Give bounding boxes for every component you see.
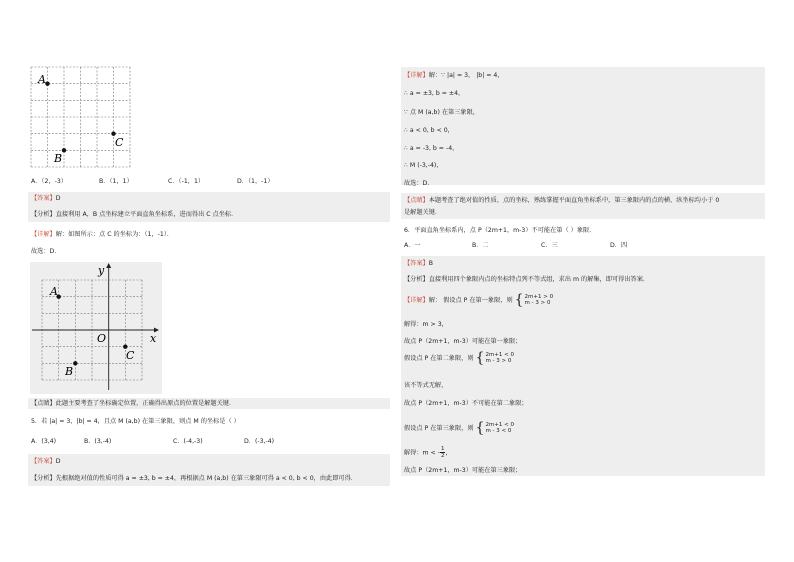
solution-text: 解：如图所示：点 C 的坐标为：（1，-1）．: [55, 231, 174, 238]
solution-line: 故选：D．: [404, 180, 434, 187]
solution-line-system-2: 假设点 P 在第二象限，则 { 2m+1 < 0 m - 3 > 0: [404, 350, 515, 366]
label-c: C: [115, 136, 124, 149]
solution-band-2: [401, 67, 765, 185]
answer-3: [404, 260, 433, 268]
key-point-tag: 【点睛】: [31, 400, 56, 407]
solution-line: 该不等式无解，: [404, 382, 448, 389]
conclusion-1: 故选：D．: [31, 248, 61, 255]
answer-value: B: [428, 260, 433, 267]
answer-2: [31, 458, 61, 466]
point-b: [73, 361, 77, 365]
q6-option-c: C．三: [541, 242, 558, 249]
solution-1: [31, 231, 173, 239]
key-point-text: 此题主要考查了坐标确定位置，正确得出原点的位置是解题关键．: [55, 400, 236, 407]
q4-option-c: C．（-1，1）: [168, 178, 205, 185]
label-b: B: [54, 152, 63, 165]
solution-text: 解：∵ |a| = 3， |b| = 4，: [428, 72, 504, 79]
analysis-tag: 【分析】: [404, 276, 429, 283]
q5-option-c: C．(-4,-3): [173, 438, 203, 445]
analysis-tag: 【分析】: [31, 211, 56, 218]
grid-figure-1: [30, 66, 164, 168]
analysis-2: [31, 475, 357, 483]
analysis-tag: 【分析】: [31, 475, 56, 482]
solution-tag: 【详解】: [404, 72, 429, 79]
analysis-1: [31, 211, 237, 219]
point-b: [62, 148, 66, 152]
answer-tag: 【答案】: [31, 195, 56, 202]
label-a: A: [50, 285, 58, 298]
solution-line: 故点 P（2m+1，m-3）可能在第一象限；: [404, 338, 522, 345]
system-brace: {: [475, 420, 485, 436]
analysis-3: [404, 276, 649, 284]
solution-line: ∵ 点 M (a,b) 在第三象限，: [404, 109, 479, 116]
q6-option-d: D．四: [610, 242, 628, 249]
q6-option-a: A．一: [404, 242, 421, 249]
solution-text: 解： 假设点 P 在第一象限，则: [428, 297, 513, 304]
answer-tag: 【答案】: [31, 458, 56, 465]
answer-tag: 【答案】: [404, 260, 429, 267]
q4-option-a: A．（2，-3）: [31, 178, 67, 185]
solution-line: 故点 P（2m+1，m-3）不可能在第二象限；: [404, 400, 528, 407]
solution-line: 故点 P（2m+1，m-3）可能在第三象限；: [404, 467, 522, 474]
answer-value: D: [55, 195, 61, 202]
solution-line-fraction: 解得：m < - $\frac{1}{2}$ ，: [404, 446, 452, 459]
solution-line-system-3: 假设点 P 在第三象限，则 { 2m+1 < 0 m - 3 < 0: [404, 420, 515, 436]
label-c: C: [126, 349, 135, 362]
q5-option-a: A．(3,4): [31, 438, 57, 445]
key-point-text: 本题考查了绝对值的性质、点的坐标，熟练掌握平面直角坐标系中，第三象限内的点的横、纵坐标均小于 0: [428, 197, 720, 204]
solution-2: [404, 72, 504, 80]
solution-line: ∴ a = -3, b = -4，: [404, 145, 459, 152]
inequality-system-1: 2m+1 > 0 m - 3 > 0: [524, 293, 554, 306]
label-x-axis: x: [150, 332, 157, 345]
label-a: A: [38, 73, 46, 86]
solution-tag: 【详解】: [404, 297, 429, 304]
answer-value: D: [55, 458, 61, 465]
label-origin: O: [97, 332, 107, 345]
answer-1: [31, 195, 61, 203]
solution-line: ∴ M (-3,-4)，: [404, 162, 443, 169]
q4-option-b: B．（1，1）: [99, 178, 133, 185]
question-5: 5．若 |a| = 3，|b| = 4，且点 M (a,b) 在第三象限，则点 M 的坐标是（ ）: [31, 418, 240, 425]
system-brace: {: [514, 292, 524, 308]
q5-option-b: B．(3,-4): [84, 438, 112, 445]
label-b: B: [65, 365, 74, 378]
solution-3: [404, 292, 553, 310]
key-point-tag: 【点睛】: [404, 197, 429, 204]
point-a: [45, 82, 49, 86]
question-6: 6．平面直角坐标系内，点 P（2m+1，m-3）不可能在第（ ）象限．: [404, 227, 596, 234]
label-y-axis: y: [98, 264, 105, 277]
solution-line: ∴ a = ±3, b = ±4，: [404, 90, 465, 97]
fraction-one-half: $\frac{1}{2}$: [440, 446, 445, 459]
grid-figure-2: [30, 262, 162, 394]
solution-line: 解得：m > 3，: [404, 321, 448, 328]
system-brace: {: [475, 350, 485, 366]
inequality-system-3: 2m+1 < 0 m - 3 < 0: [485, 421, 515, 434]
solution-tag: 【详解】: [31, 231, 56, 238]
key-point-text-2: 是解题关键．: [404, 209, 442, 216]
analysis-text: 直接利用四个象限内点的坐标特点列不等式组，求出 m 的解集，即可得出答案．: [428, 276, 650, 283]
solution-line: ∴ a < 0, b < 0，: [404, 127, 454, 134]
inequality-system-2: 2m+1 < 0 m - 3 > 0: [485, 351, 515, 364]
analysis-text: 先根据绝对值的性质可得 a = ±3, b = ±4，再根据点 M (a,b) 在第三象限可得 a < 0, b < 0，由此即可得．: [55, 475, 357, 482]
q5-option-d: D．(-3,-4): [244, 438, 275, 445]
q6-option-b: B．二: [472, 242, 489, 249]
q4-option-d: D．（1，-1）: [237, 178, 274, 185]
key-point-2: [404, 197, 719, 205]
key-point-1: [31, 400, 235, 408]
analysis-text: 直接利用 A，B 点坐标建立平面直角坐标系，进而得出 C 点坐标．: [55, 211, 238, 218]
